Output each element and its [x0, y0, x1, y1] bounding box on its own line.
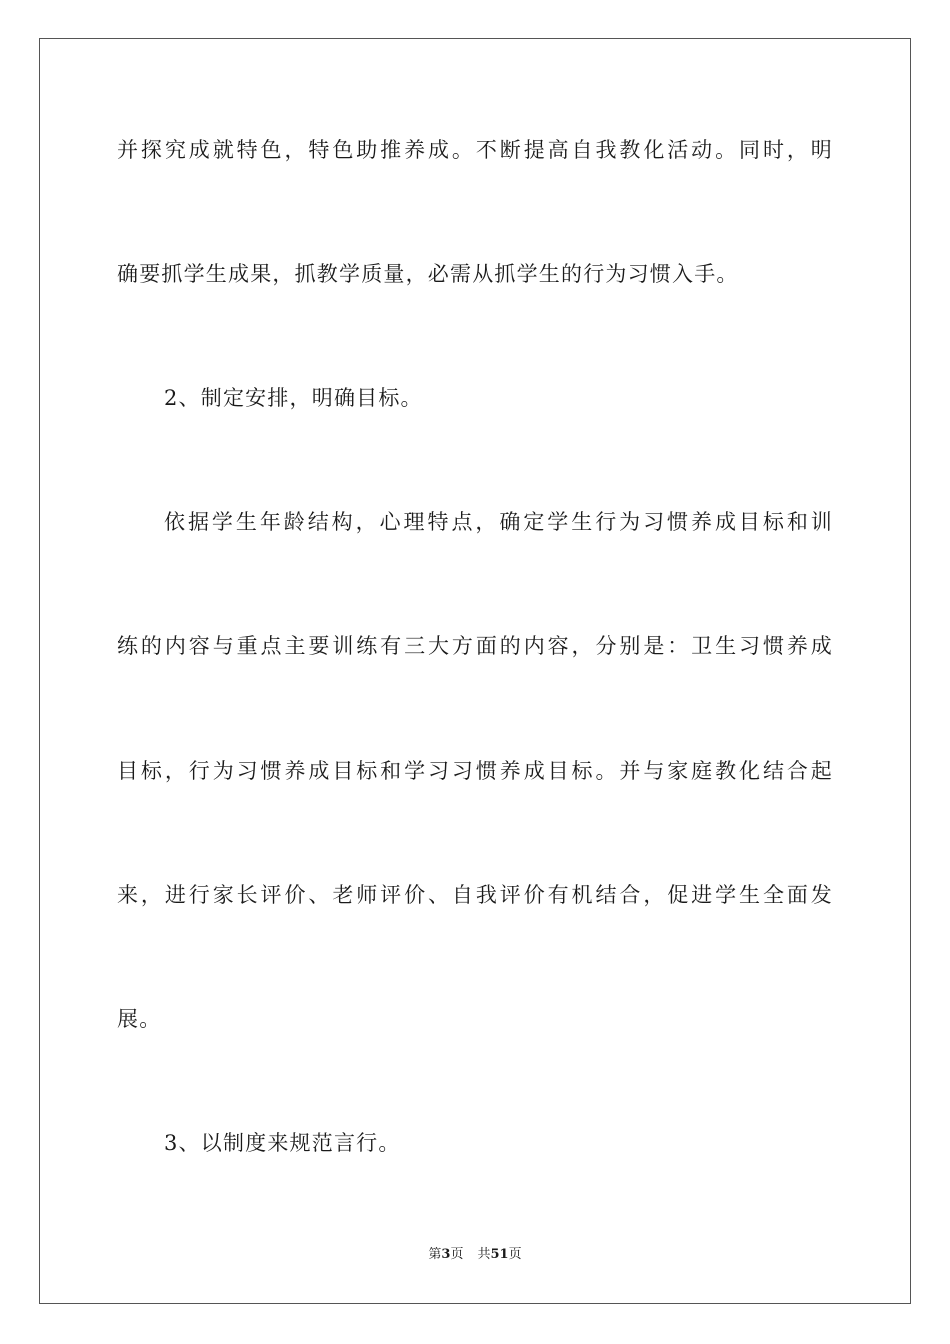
- section-heading-2: 2、制定安排，明确目标。: [164, 386, 423, 410]
- footer-page-number: 3: [441, 1247, 451, 1262]
- footer-total-pages: 51: [490, 1247, 509, 1262]
- footer-total-suffix: 页: [508, 1247, 522, 1262]
- body-text-line-2: 确要抓学生成果，抓教学质量，必需从抓学生的行为习惯入手。: [117, 262, 739, 286]
- body-text-line-7: 来，进行家长评价、老师评价、自我评价有机结合，促进学生全面发: [117, 883, 833, 907]
- footer-page-suffix: 页: [450, 1247, 464, 1262]
- body-text-line-4: 依据学生年龄结构，心理特点，确定学生行为习惯养成目标和训: [164, 510, 833, 534]
- section-heading-3: 3、以制度来规范言行。: [164, 1131, 401, 1155]
- footer-page-prefix: 第: [428, 1247, 442, 1262]
- page-frame: [39, 38, 911, 1304]
- page-footer: [0, 1246, 950, 1264]
- body-text-line-8: 展。: [117, 1007, 162, 1031]
- footer-total-prefix: 共: [477, 1247, 491, 1262]
- body-text-line-6: 目标，行为习惯养成目标和学习习惯养成目标。并与家庭教化结合起: [117, 759, 833, 783]
- body-text-line-5: 练的内容与重点主要训练有三大方面的内容，分别是：卫生习惯养成: [117, 634, 833, 658]
- body-text-line-1: 并探究成就特色，特色助推养成。不断提高自我教化活动。同时，明: [117, 138, 833, 162]
